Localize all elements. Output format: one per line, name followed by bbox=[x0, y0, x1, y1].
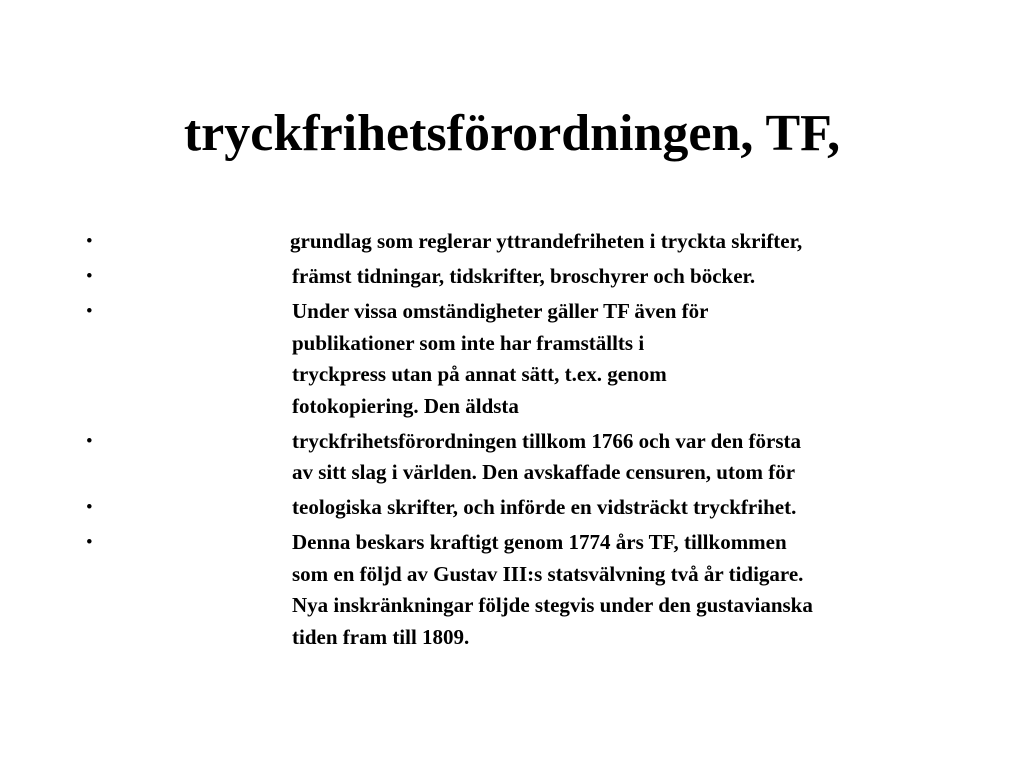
bullet-text: teologiska skrifter, och införde en vidsträckt tryckfrihet. bbox=[292, 495, 797, 519]
bullet-text: grundlag som reglerar yttrandefriheten i tryckta skrifter, bbox=[290, 229, 803, 253]
bullet-icon: • bbox=[86, 231, 93, 252]
bullet-list bbox=[0, 226, 1024, 657]
slide-title: tryckfrihetsförordningen, TF, bbox=[183, 105, 841, 162]
bullet-item bbox=[0, 296, 1024, 422]
bullet-icon: • bbox=[86, 532, 93, 553]
bullet-text: Under vissa omständigheter gäller TF även för publikationer som inte har framställts i tryckpress utan på annat sätt, t.ex. genom fotokopiering. Den äldsta bbox=[292, 299, 709, 418]
bullet-icon: • bbox=[86, 301, 93, 322]
bullet-icon: • bbox=[86, 497, 93, 518]
bullet-item bbox=[0, 261, 1024, 293]
bullet-text: Denna beskars kraftigt genom 1774 års TF, tillkommen som en följd av Gustav III:s statsvälvning två år tidigare. Nya inskränkningar följde stegvis under den gustavianska tiden fram till 1809. bbox=[292, 530, 813, 649]
bullet-text: tryckfrihetsförordningen tillkom 1766 och var den första av sitt slag i världen. Den avskaffade censuren, utom för bbox=[292, 428, 802, 484]
bullet-item bbox=[0, 426, 1024, 489]
bullet-icon: • bbox=[86, 430, 93, 452]
bullet-item bbox=[0, 492, 1024, 524]
bullet-item bbox=[0, 527, 1024, 653]
bullet-text: främst tidningar, tidskrifter, broschyrer och böcker. bbox=[292, 264, 756, 288]
bullet-item bbox=[0, 226, 1024, 258]
bullet-icon: • bbox=[86, 266, 93, 287]
